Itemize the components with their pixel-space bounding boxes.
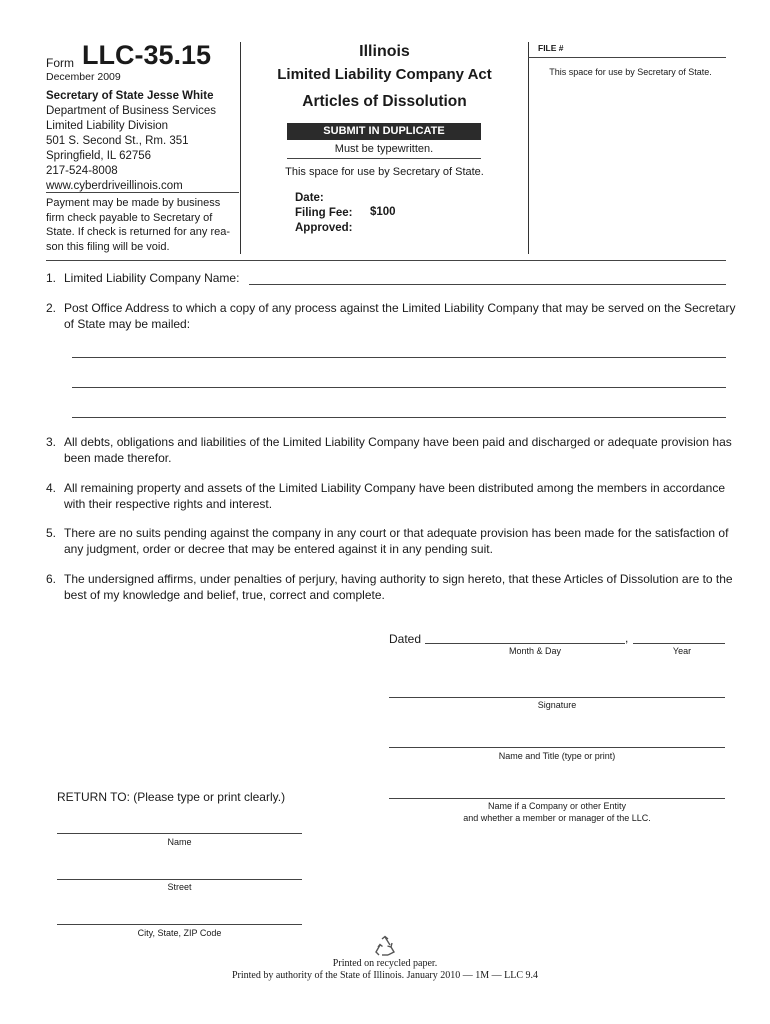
address-field-line-3[interactable] <box>72 417 726 418</box>
address-line: www.cyberdriveillinois.com <box>46 180 183 192</box>
company-entity-field[interactable] <box>389 798 725 799</box>
column-divider <box>240 42 241 254</box>
office-name: Secretary of State Jesse White <box>46 90 214 102</box>
return-street-label: Street <box>167 882 192 892</box>
form-date: December 2009 <box>46 71 121 83</box>
document-title: Articles of Dissolution <box>302 93 467 110</box>
payment-line: son this filing will be void. <box>46 240 170 253</box>
address-line: 217-524-8008 <box>46 165 118 177</box>
item-number: 5. <box>46 526 57 540</box>
return-city-label: City, State, ZIP Code <box>137 928 222 938</box>
year-label: Year <box>672 646 692 656</box>
recycled-note: Printed on recycled paper. <box>332 958 438 969</box>
file-box-divider <box>528 42 529 254</box>
item-number: 3. <box>46 435 57 449</box>
state-title: Illinois <box>359 43 410 60</box>
office-use-fields <box>295 191 353 236</box>
file-box-rule <box>528 57 726 58</box>
return-street-field[interactable] <box>57 879 302 880</box>
item-number: 6. <box>46 572 57 586</box>
dated-label: Dated <box>389 632 422 646</box>
address-line: Department of Business Services <box>46 105 217 117</box>
filing-fee-value: $100 <box>370 206 396 218</box>
item-3 <box>46 434 736 466</box>
item-text: Limited Liability Company Name: <box>64 271 240 285</box>
date-label: Date: <box>295 192 324 204</box>
address-line: Springfield, IL 62756 <box>46 150 152 162</box>
item-text: The undersigned affirms, under penalties of perjury, having authority to sign hereto, that these Articles of Dissolution are to the best of my knowledge and belief, true, correct and complete. <box>64 572 733 602</box>
item-6 <box>46 571 736 603</box>
signature-field[interactable] <box>389 697 725 698</box>
form-number: LLC-35.15 <box>82 40 212 70</box>
header-bottom-rule <box>46 260 726 261</box>
divider <box>46 192 239 193</box>
item-4 <box>46 480 736 512</box>
printed-authority: Printed by authority of the State of Illinois. January 2010 — 1M — LLC 9.4 <box>231 970 539 981</box>
payment-line: Payment may be made by business <box>46 197 221 209</box>
item-5 <box>46 525 736 557</box>
company-entity-label-1: Name if a Company or other Entity <box>487 801 627 811</box>
office-address <box>46 89 241 194</box>
form-label: Form <box>46 56 74 70</box>
file-box-note: This space for use by Secretary of State. <box>549 67 712 77</box>
name-title-label: Name and Title (type or print) <box>498 751 616 761</box>
file-number-label: FILE # <box>538 43 564 53</box>
submit-banner: SUBMIT IN DUPLICATE <box>287 123 481 140</box>
filing-fee-label: Filing Fee: <box>295 207 353 219</box>
address-field-line-1[interactable] <box>72 357 726 358</box>
name-title-field[interactable] <box>389 747 725 748</box>
return-city-field[interactable] <box>57 924 302 925</box>
payment-note <box>46 196 241 254</box>
year-field[interactable] <box>633 643 725 644</box>
item-2 <box>46 300 736 332</box>
item-text: Post Office Address to which a copy of any process against the Limited Liability Company that may be served on the Secretary of State may be mailed: <box>64 301 736 331</box>
address-field-line-2[interactable] <box>72 387 726 388</box>
item-text: All debts, obligations and liabilities of the Limited Liability Company have been paid and discharged or adequate provision has been made therefor. <box>64 435 732 465</box>
recycle-icon <box>373 935 397 957</box>
typewritten-note: Must be typewritten. <box>334 143 434 155</box>
month-day-label: Month & Day <box>508 646 562 656</box>
address-line: 501 S. Second St., Rm. 351 <box>46 135 189 147</box>
item-text: All remaining property and assets of the Limited Liability Company have been distributed among the members in accordance with their respective rights and interest. <box>64 481 726 511</box>
payment-line: firm check payable to Secretary of <box>46 211 213 224</box>
return-name-label: Name <box>167 837 192 847</box>
month-day-field[interactable] <box>425 643 625 644</box>
space-note: This space for use by Secretary of State. <box>285 166 484 178</box>
item-text: There are no suits pending against the company in any court or that adequate provision has been made for the satisfaction of any judgment, order or decree that may be entered against it in any pending suit. <box>64 526 729 556</box>
payment-line: State. If check is returned for any rea- <box>46 226 231 238</box>
item-number: 1. <box>46 271 57 285</box>
address-line: Limited Liability Division <box>46 120 169 132</box>
company-name-field[interactable] <box>249 284 726 285</box>
item-number: 2. <box>46 301 57 315</box>
item-number: 4. <box>46 481 57 495</box>
return-name-field[interactable] <box>57 833 302 834</box>
act-title: Limited Liability Company Act <box>277 66 492 83</box>
company-entity-label-2: and whether a member or manager of the LLC. <box>463 813 651 823</box>
return-to-heading: RETURN TO: (Please type or print clearly.) <box>57 790 286 804</box>
divider <box>287 158 481 159</box>
date-comma: , <box>625 631 629 645</box>
approved-label: Approved: <box>295 222 353 234</box>
signature-label: Signature <box>537 700 577 710</box>
